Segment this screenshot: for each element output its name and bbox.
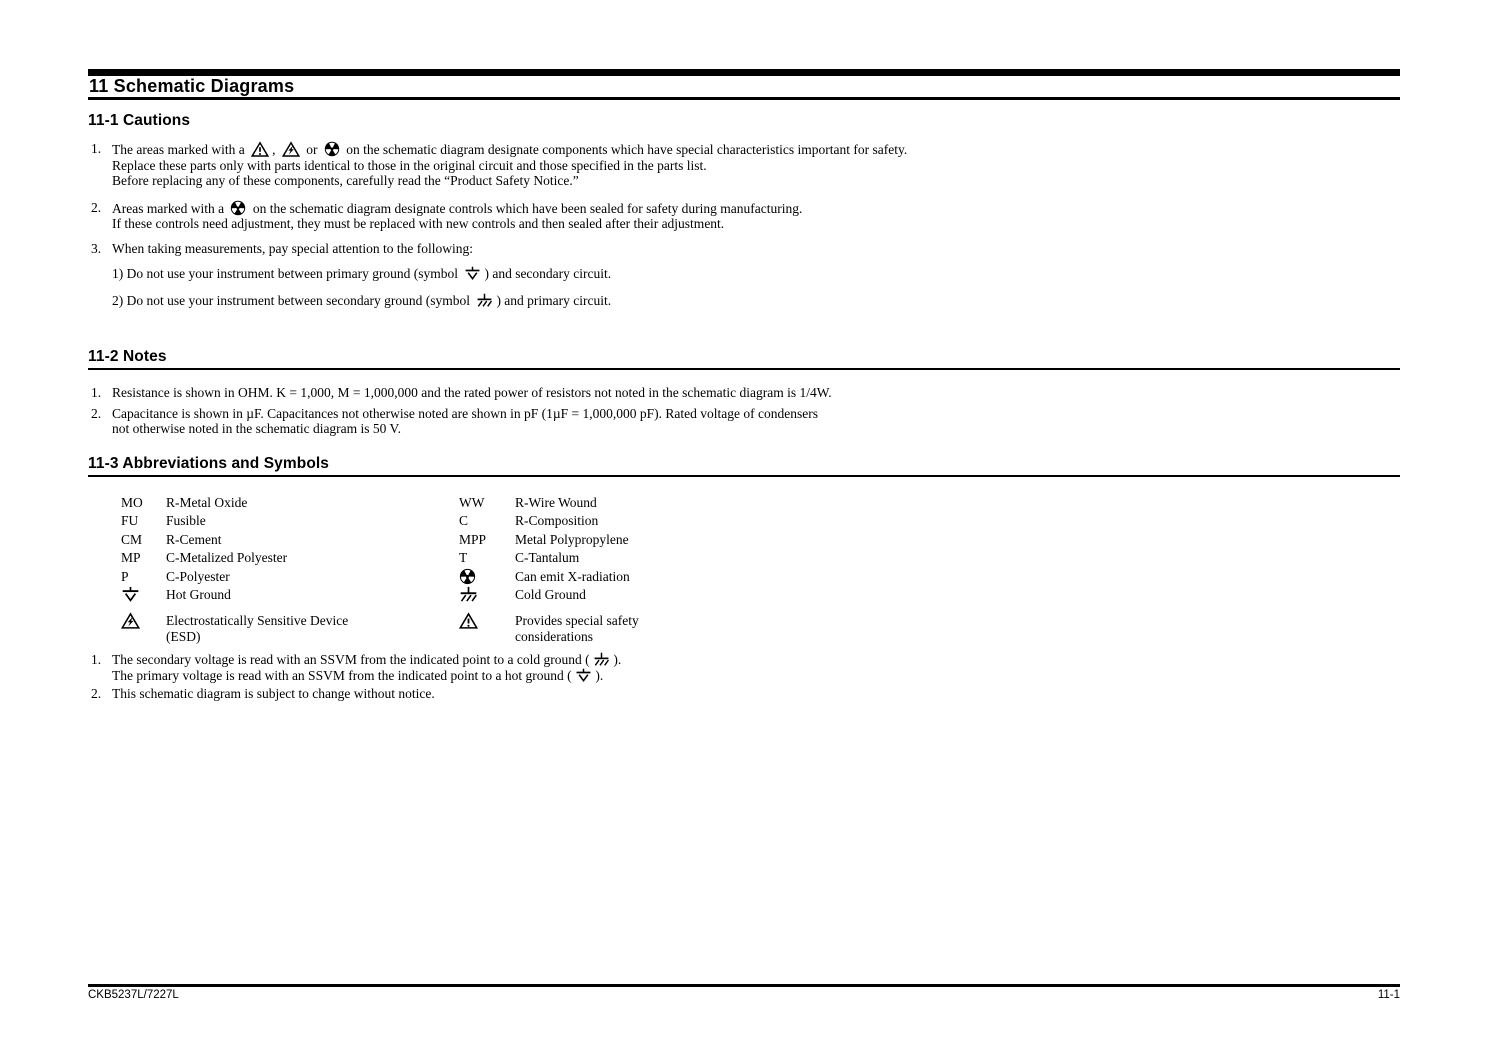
list-number: 2. (91, 199, 102, 215)
caution-2-line-2: If these controls need adjustment, they must be replaced with new controls and then sealed after their adjustment. (112, 216, 725, 231)
abbr-desc: C-Tantalum (515, 550, 580, 566)
abbr-note-2-body: This schematic diagram is subject to change without notice. (112, 686, 435, 702)
section-heading-cautions: 11-1 Cautions (88, 112, 191, 129)
note-2-line-2: not otherwise noted in the schematic diagram is 50 V. (112, 421, 401, 436)
list-number: 1. (91, 385, 102, 400)
abbr-note-1-line-1-post: ). (613, 652, 622, 668)
abbr-code: FU (121, 513, 139, 529)
abbr-desc: R-Wire Wound (515, 494, 597, 510)
abbr-row (121, 612, 1400, 644)
abbr-code: P (121, 568, 129, 584)
abbr-code: C (459, 513, 469, 529)
list-number: 1. (91, 652, 102, 668)
abbreviations-table (88, 494, 1400, 645)
subitem-1-text-pre: 1) Do not use your instrument between primary ground (symbol (112, 266, 459, 281)
caution-1-comma: , (272, 142, 276, 157)
section-heading-abbreviations: 11-3 Abbreviations and Symbols (88, 456, 1400, 477)
abbr-desc: Hot Ground (166, 587, 231, 603)
abbr-desc (166, 613, 459, 644)
hot-ground-icon (575, 668, 592, 683)
abbr-code: CM (121, 531, 143, 547)
note-2-line-1: Capacitance is shown in µF. Capacitances not otherwise noted are shown in pF (1µF = 1,000,000 pF). Rated voltage of condensers (112, 405, 818, 421)
caution-item-2-body (112, 200, 1400, 232)
cold-ground-icon (459, 586, 515, 605)
abbr-desc: C-Polyester (166, 568, 230, 584)
x-radiation-icon (324, 141, 340, 157)
abbr-row (121, 549, 1400, 568)
abbr-code: MO (121, 494, 143, 510)
abbr-desc-line-1: Electrostatically Sensitive Device (166, 613, 349, 629)
list-number: 3. (91, 240, 102, 256)
hot-ground-icon (121, 586, 166, 605)
abbr-desc: Fusible (166, 513, 206, 529)
footer-page-number: 11-1 (1377, 989, 1400, 1001)
caution-3-subitem-2 (112, 293, 1400, 309)
caution-item-1 (88, 141, 1400, 189)
note-item-1-body: Resistance is shown in OHM. K = 1,000, M = 1,000,000 and the rated power of resistors not noted in the schematic diagram is 1/4W. (112, 385, 832, 400)
caution-item-2 (88, 200, 1400, 232)
page-content (88, 0, 1400, 702)
abbr-note-1-body (112, 652, 1400, 683)
caution-1-text-pre: The areas marked with a (112, 142, 245, 157)
abbr-note-1 (88, 652, 1400, 683)
esd-triangle-icon (282, 141, 300, 157)
abbr-desc: Can emit X-radiation (515, 568, 630, 584)
caution-item-3-body: When taking measurements, pay special attention to the following: (112, 240, 474, 256)
caution-2-text-pre: Areas marked with a (112, 200, 225, 216)
abbr-desc: Cold Ground (515, 587, 586, 603)
page-title: 11 Schematic Diagrams (89, 76, 295, 96)
section-heading-notes: 11-2 Notes (88, 349, 1400, 370)
abbr-row (121, 586, 1400, 605)
hot-ground-icon (464, 266, 481, 281)
abbr-desc: R-Cement (166, 531, 222, 547)
abbr-code: MP (121, 550, 141, 566)
caution-1-or: or (306, 142, 318, 157)
abbr-desc: R-Metal Oxide (166, 494, 248, 510)
note-item-1 (88, 385, 1400, 401)
abbr-desc-line-1: Provides special safety (515, 613, 639, 629)
caution-3-subitem-1 (112, 266, 1400, 282)
caution-item-1-body (112, 141, 1400, 189)
warning-triangle-icon (251, 141, 269, 157)
esd-triangle-icon (121, 612, 166, 629)
abbr-row (121, 531, 1400, 550)
cold-ground-icon (476, 293, 493, 308)
list-number: 2. (91, 686, 102, 702)
abbr-note-1-line-1-pre: The secondary voltage is read with an SSVM from the indicated point to a cold ground ( (112, 652, 590, 668)
caution-item-3 (88, 241, 1400, 257)
title-underline (88, 97, 1400, 100)
cold-ground-icon (593, 652, 610, 667)
subitem-2-text-post: ) and primary circuit. (496, 292, 612, 308)
subitem-2-text-pre: 2) Do not use your instrument between secondary ground (symbol (112, 292, 471, 308)
abbr-row (121, 512, 1400, 531)
caution-1-text-post: on the schematic diagram designate components which have special characteristics important for safety. (346, 142, 908, 157)
abbr-code: MPP (459, 531, 487, 547)
page-footer (88, 984, 1400, 1002)
x-radiation-icon (230, 200, 246, 216)
note-item-2-body (112, 406, 1400, 437)
abbr-desc-line-2: considerations (515, 628, 593, 644)
abbr-note-2 (88, 686, 1400, 702)
abbr-code: T (459, 550, 468, 566)
abbr-code: WW (459, 494, 485, 510)
abbr-desc: R-Composition (515, 513, 599, 529)
abbr-desc-line-2: (ESD) (166, 628, 201, 644)
abbr-row (121, 494, 1400, 513)
subitem-1-text-post: ) and secondary circuit. (484, 266, 612, 281)
abbr-note-1-line-2-post: ). (595, 667, 604, 683)
list-number: 2. (91, 405, 102, 421)
warning-triangle-icon (459, 612, 515, 629)
abbr-desc: Metal Polypropylene (515, 531, 629, 547)
abbr-desc: C-Metalized Polyester (166, 550, 288, 566)
title-top-bar (88, 69, 1400, 76)
caution-1-line-3: Before replacing any of these components, carefully read the “Product Safety Notice.” (112, 173, 579, 188)
abbr-desc (515, 613, 1400, 644)
note-item-2 (88, 406, 1400, 437)
abbr-note-1-line-2-pre: The primary voltage is read with an SSVM from the indicated point to a hot ground ( (112, 667, 572, 683)
list-number: 1. (91, 141, 102, 156)
caution-2-text-post: on the schematic diagram designate controls which have been sealed for safety during manufacturing. (252, 200, 803, 216)
abbr-row (121, 568, 1400, 587)
caution-1-line-2: Replace these parts only with parts identical to those in the original circuit and those specified in the parts list. (112, 157, 707, 173)
x-radiation-icon (459, 568, 515, 587)
footer-doc-code: CKB5237L/7227L (88, 989, 179, 1001)
